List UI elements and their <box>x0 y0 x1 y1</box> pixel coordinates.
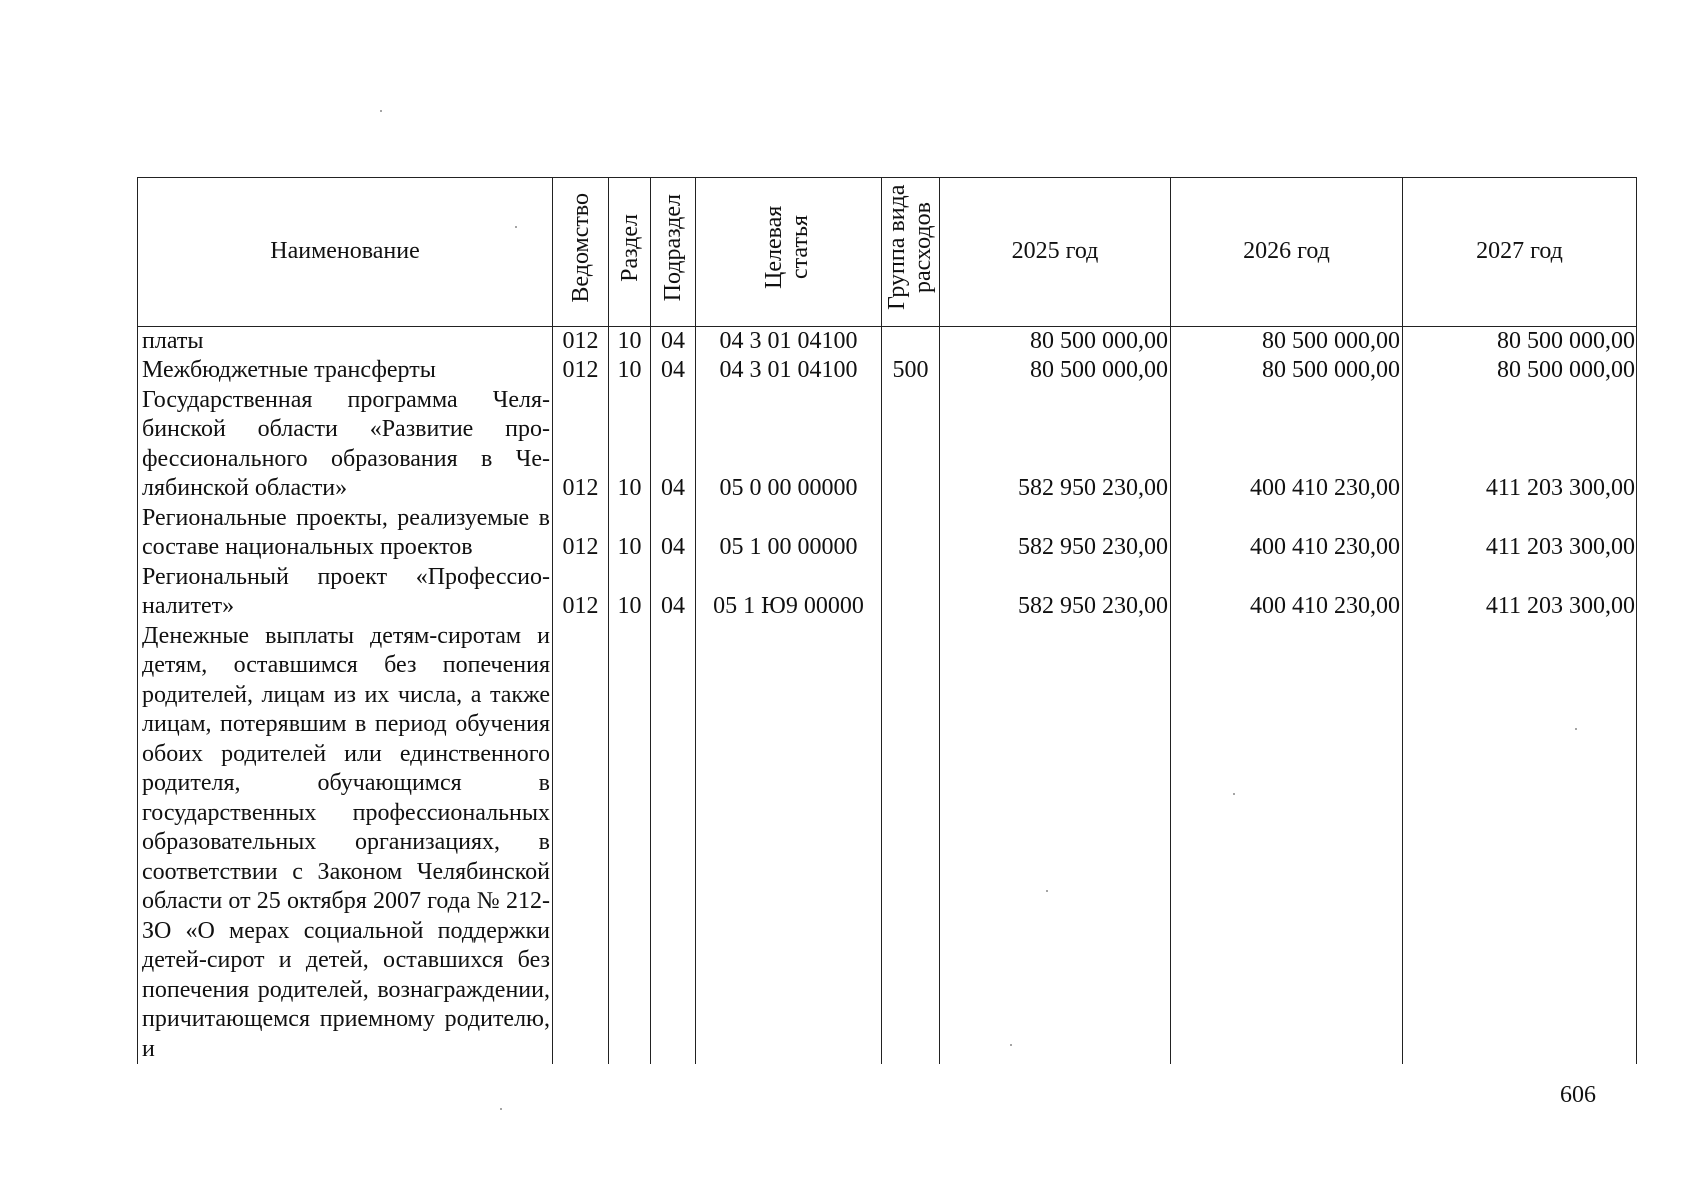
row-celevaya-statya: 05 0 00 00000 <box>696 386 882 504</box>
row-value-2027: 411 203 300,00 <box>1403 504 1637 563</box>
row-podrazdel: 04 <box>651 504 696 563</box>
row-gruppa-vida <box>882 504 940 563</box>
row-podrazdel: 04 <box>651 356 696 386</box>
row-vedomstvo: 012 <box>553 326 609 356</box>
row-razdel: 10 <box>609 386 651 504</box>
table-row <box>138 356 1637 386</box>
row-gruppa-vida <box>882 326 940 356</box>
row-name: Региональные проекты, реализуемые в составе национальных проектов <box>138 504 553 563</box>
row-value-2026: 400 410 230,00 <box>1171 563 1403 622</box>
row-vedomstvo <box>553 622 609 1065</box>
scan-speck <box>1233 793 1235 795</box>
header-gruppa-vida-rashodov: Группа вида расходов <box>882 178 940 327</box>
header-razdel: Раздел <box>609 178 651 327</box>
row-celevaya-statya: 05 1 Ю9 00000 <box>696 563 882 622</box>
row-podrazdel: 04 <box>651 563 696 622</box>
row-value-2025: 80 500 000,00 <box>940 326 1171 356</box>
table-row <box>138 326 1637 356</box>
row-vedomstvo: 012 <box>553 504 609 563</box>
header-year-2027: 2027 год <box>1403 178 1637 327</box>
row-value-2026: 400 410 230,00 <box>1171 504 1403 563</box>
row-vedomstvo: 012 <box>553 386 609 504</box>
row-razdel: 10 <box>609 504 651 563</box>
row-razdel: 10 <box>609 356 651 386</box>
row-gruppa-vida <box>882 622 940 1065</box>
row-gruppa-vida: 500 <box>882 356 940 386</box>
row-value-2025: 582 950 230,00 <box>940 563 1171 622</box>
row-name: Межбюджетные трансферты <box>138 356 553 386</box>
row-value-2027: 80 500 000,00 <box>1403 356 1637 386</box>
row-vedomstvo: 012 <box>553 563 609 622</box>
row-value-2025: 80 500 000,00 <box>940 356 1171 386</box>
row-value-2026: 80 500 000,00 <box>1171 326 1403 356</box>
row-value-2026 <box>1171 622 1403 1065</box>
scan-speck <box>1575 728 1577 730</box>
row-vedomstvo: 012 <box>553 356 609 386</box>
row-celevaya-statya: 04 3 01 04100 <box>696 326 882 356</box>
row-value-2027: 80 500 000,00 <box>1403 326 1637 356</box>
row-value-2027: 411 203 300,00 <box>1403 563 1637 622</box>
scan-speck <box>1010 1044 1012 1046</box>
row-razdel <box>609 622 651 1065</box>
header-year-2025: 2025 год <box>940 178 1171 327</box>
header-vedomstvo: Ведомство <box>553 178 609 327</box>
row-podrazdel <box>651 622 696 1065</box>
row-value-2027: 411 203 300,00 <box>1403 386 1637 504</box>
row-value-2026: 400 410 230,00 <box>1171 386 1403 504</box>
row-gruppa-vida <box>882 386 940 504</box>
row-value-2025 <box>940 622 1171 1065</box>
header-year-2026: 2026 год <box>1171 178 1403 327</box>
row-podrazdel: 04 <box>651 326 696 356</box>
header-name: Наименование <box>138 178 553 327</box>
row-value-2027 <box>1403 622 1637 1065</box>
page-number: 606 <box>1560 1082 1596 1108</box>
row-value-2026: 80 500 000,00 <box>1171 356 1403 386</box>
row-name: Государственная программа Челябинской области «Развитие профессионального образования в Челябинской области» <box>138 386 553 504</box>
scan-speck <box>515 226 517 228</box>
header-celevaya-statya: Целевая статья <box>696 178 882 327</box>
row-celevaya-statya <box>696 622 882 1065</box>
table-header-row <box>138 178 1637 327</box>
row-celevaya-statya: 04 3 01 04100 <box>696 356 882 386</box>
row-podrazdel: 04 <box>651 386 696 504</box>
row-name: Денежные выплаты детям-сиротам и детям, оставшимся без попечения родителей, лицам из их числа, а также лицам, потерявшим в период обучения обоих родителей или единственного родителя, обучающимся в государственных профессиональных образовательных организациях, в соответствии с Законом Челябинской области от 25 октября 2007 года № 212-ЗО «О мерах социальной поддержки детей-сирот и детей, оставшихся без попечения родителей, вознаграждении, причитающемся приемному родителю, и <box>138 622 553 1065</box>
row-value-2025: 582 950 230,00 <box>940 386 1171 504</box>
scan-speck <box>380 110 382 112</box>
scan-speck <box>1046 890 1048 892</box>
row-razdel: 10 <box>609 563 651 622</box>
scan-speck <box>500 1108 502 1110</box>
row-razdel: 10 <box>609 326 651 356</box>
table-row <box>138 504 1637 563</box>
row-name: Региональный проект «Профессионалитет» <box>138 563 553 622</box>
table-row <box>138 386 1637 504</box>
row-celevaya-statya: 05 1 00 00000 <box>696 504 882 563</box>
row-value-2025: 582 950 230,00 <box>940 504 1171 563</box>
row-gruppa-vida <box>882 563 940 622</box>
table-row <box>138 622 1637 1065</box>
table-row <box>138 563 1637 622</box>
budget-table <box>137 177 1637 1064</box>
row-name: платы <box>138 326 553 356</box>
header-podrazdel: Подраздел <box>651 178 696 327</box>
